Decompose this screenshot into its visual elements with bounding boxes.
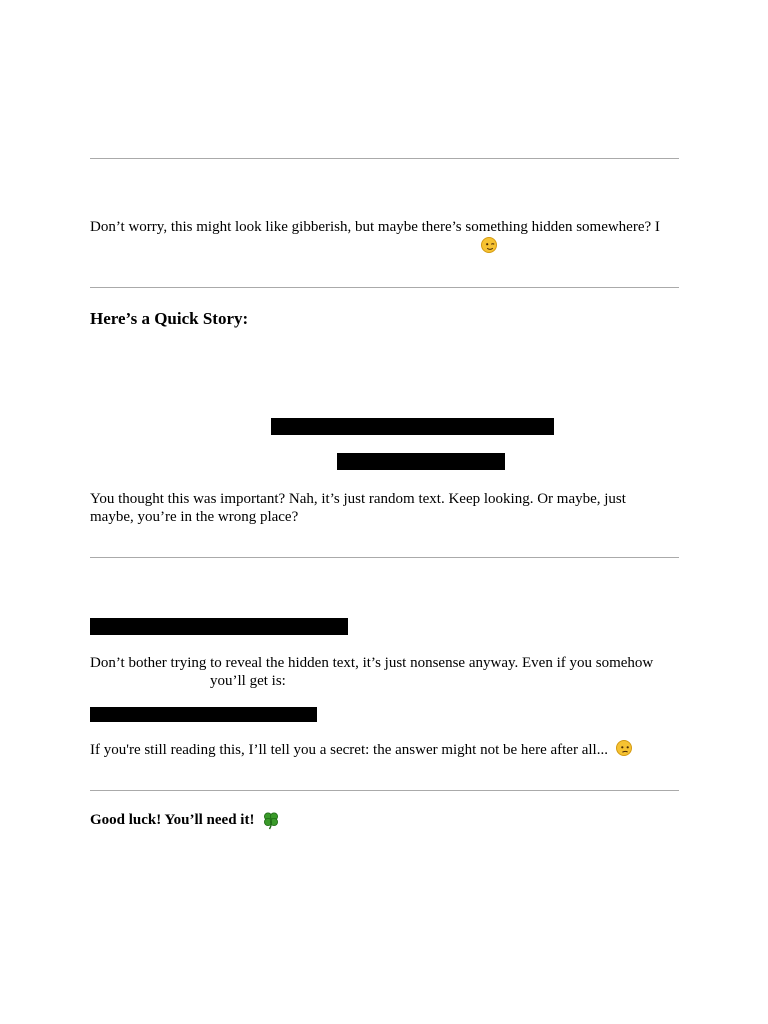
closing-text: Good luck! You’ll need it! bbox=[90, 812, 255, 828]
horizontal-rule bbox=[90, 158, 679, 159]
redacted-block bbox=[337, 453, 505, 470]
horizontal-rule bbox=[90, 287, 679, 288]
redacted-block bbox=[90, 618, 348, 635]
horizontal-rule bbox=[90, 557, 679, 558]
intro-paragraph bbox=[90, 218, 675, 236]
closing-line bbox=[90, 812, 254, 829]
story-heading: Here’s a Quick Story: bbox=[90, 309, 249, 328]
intro-text: Don’t worry, this might look like gibberish, but maybe there’s something hidden somewhere? I bbox=[90, 219, 660, 235]
redacted-block bbox=[90, 707, 317, 722]
reveal-text-line: Don’t bother trying to reveal the hidden text, it’s just nonsense anyway. Even if you somehow bbox=[90, 655, 654, 671]
reveal-paragraph bbox=[90, 654, 675, 690]
story-text-line: You thought this was important? Nah, it’s just random text. Keep looking. Or maybe, just bbox=[90, 491, 626, 507]
story-text-line: maybe, you’re in the wrong place? bbox=[90, 509, 299, 525]
secret-paragraph bbox=[90, 741, 675, 759]
reveal-text-line: you’ll get is: bbox=[210, 673, 286, 689]
four-leaf-clover-icon bbox=[261, 810, 281, 830]
horizontal-rule bbox=[90, 790, 679, 791]
redacted-block bbox=[271, 418, 554, 435]
secret-text: If you're still reading this, I’ll tell you a secret: the answer might not be here after all... bbox=[90, 742, 608, 758]
confused-face-icon bbox=[616, 740, 632, 756]
winking-face-icon bbox=[481, 237, 497, 253]
story-paragraph bbox=[90, 490, 675, 526]
